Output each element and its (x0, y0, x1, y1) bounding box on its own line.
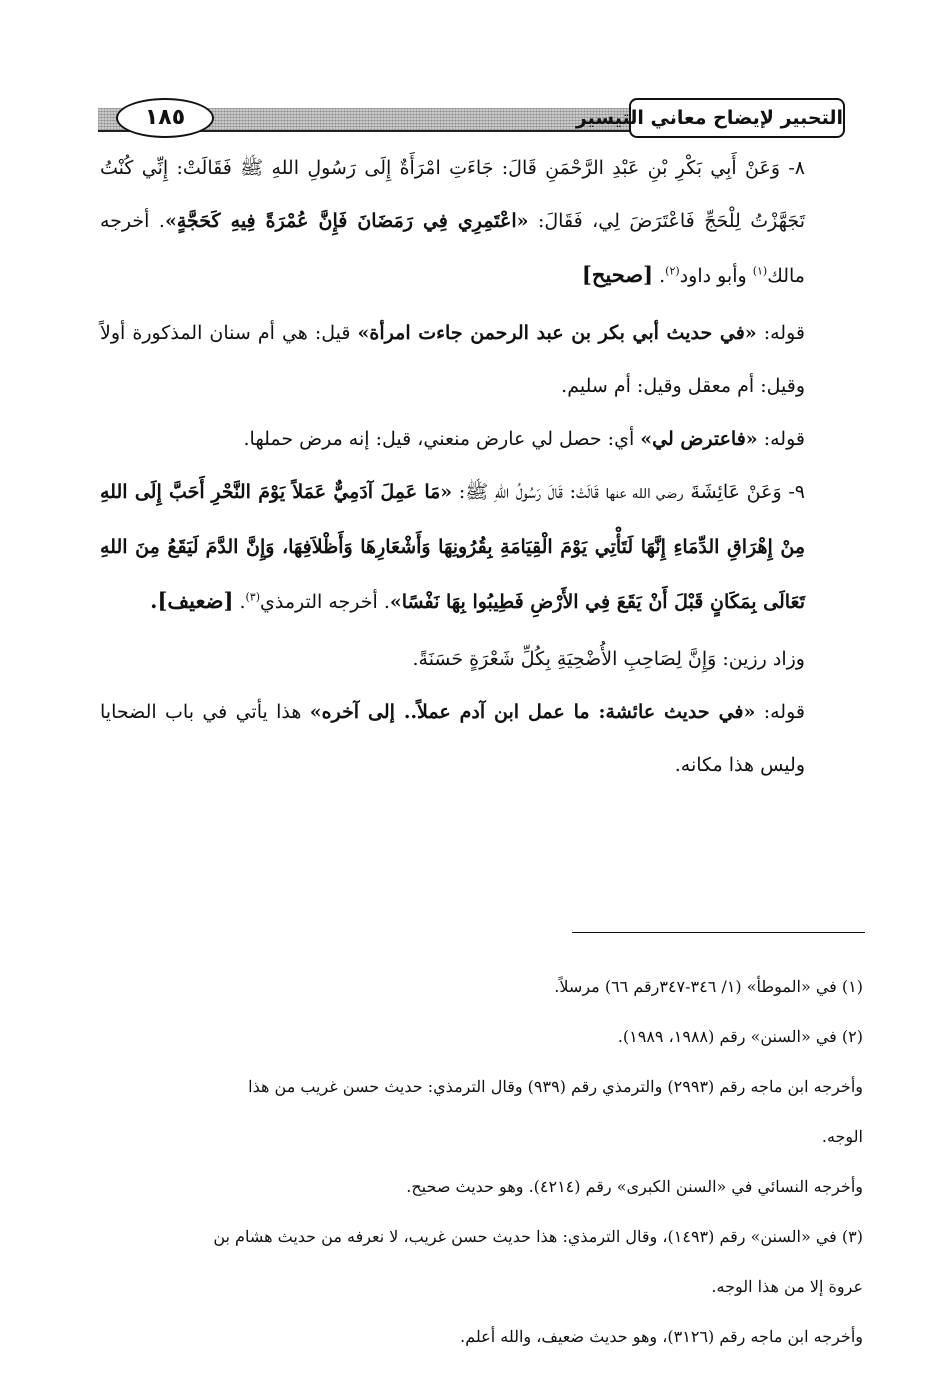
hadith-9-attribution: قَالَتْ: قَالَ رَسُولُ اللهِ ﷺ: (452, 481, 606, 503)
commentary-9-quote: «في حديث عائشة: ما عمل ابن آدم عملاً.. إلى آخره» (309, 701, 756, 723)
commentary-8a-line-2: أولاً وقيل: أم معقل وقيل: أم سليم. (100, 322, 805, 397)
hadith-8-prophetic-quote: «اعْتَمِرِي فِي رَمَضَانَ فَإِنَّ عُمْرَةً فِيهِ كَحَجَّةٍ» (164, 210, 529, 232)
footnote-separator (572, 932, 865, 933)
commentary-8b-lead: قوله: (757, 428, 805, 450)
hadith-8-takhrij-end: . (653, 265, 666, 287)
running-header (98, 96, 845, 140)
hadith-8-line-2-end: . أخرجه (100, 210, 165, 232)
hadith-9 (100, 466, 845, 629)
commentary-9 (100, 686, 845, 792)
footnote-ref-3: (٣) (245, 590, 260, 604)
hadith-8-takhrij-malik: مالك (767, 265, 805, 287)
footnote-3-cont: عروة إلا من هذا الوجه. (711, 1277, 863, 1296)
hadith-9-quote-part-2: أَحَبَّ إِلَى اللهِ مِنْ إِهْرَاقِ الدِّمَاءِ إِنَّهَا لَتَأْتِي يَوْمَ الْقِيَامَةِ بِقُرُونِهَا وَأَشْعَارِهَا وَأَظْلاَفِهَا، وَإِنَّ الدَّمَ (100, 481, 805, 558)
footnote-3: (٣) في «السنن» رقم (١٤٩٣)، وقال الترمذي: هذا حديث حسن غريب، لا نعرفه من حديث هشام بن (213, 1227, 863, 1246)
footnote-2-note-b: وأخرجه النسائي في «السنن الكبرى» رقم (٤٢١٤). وهو حديث صحيح. (406, 1177, 863, 1196)
commentary-8b-quote: «فاعترض لي» (640, 428, 758, 450)
hadith-8-line-2-start: تَجَهَّزْتُ لِلْحَجِّ فَاعْتَرَضَ لِي، فَقَالَ: (528, 210, 805, 232)
hadith-8-takhrij-abudawud: وأبو داود (679, 265, 753, 287)
hadith-8-grade: [صحيح] (581, 262, 654, 287)
hadith-9-quote-part-3: لَيَقَعُ مِنَ اللهِ تَعَالَى بِمَكَانٍ قَبْلَ أَنْ يَقَعَ فِي الأَرْضِ فَطِيبُوا بِهَا نَفْسًا» (100, 536, 805, 613)
commentary-9-lead: قوله: (755, 701, 805, 723)
razin-lead: وزاد رزين: (716, 648, 805, 670)
page-number: ١٨٥ (116, 98, 214, 138)
honorific-glyph: رضي الله عنها (605, 487, 684, 502)
hadith-9-grade: [ضعيف]. (150, 588, 234, 613)
hadith-8-line-1: ٨- وَعَنْ أَبِي بَكْرِ بْنِ عَبْدِ الرَّحْمَنِ قَالَ: جَاءَتِ امْرَأَةٌ إِلَى رَسُولِ اللهِ ﷺ فَقَالَتْ: إِنِّي كُنْتُ (100, 157, 805, 179)
commentary-9-line-2: وليس هذا مكانه. (674, 754, 805, 776)
hadith-9-takhrij: . أخرجه الترمذي (260, 591, 390, 613)
hadith-9-narrator: ٩- وَعَنْ عَائِشَةَ (683, 481, 805, 503)
commentary-8a-quote: «في حديث أبي بكر بن عبد الرحمن جاءت امرأة» (357, 322, 757, 344)
footnote-ref-2: (٢) (665, 264, 680, 278)
hadith-8 (100, 142, 845, 303)
footnotes (100, 962, 863, 1362)
footnote-2-note-a-cont: الوجه. (821, 1127, 863, 1146)
footnote-3-note: وأخرجه ابن ماجه رقم (٣١٢٦)، وهو حديث ضعيف، والله أعلم. (460, 1327, 863, 1346)
main-text (100, 142, 845, 792)
commentary-8a-text: قيل: هي أم سنان المذكورة (132, 322, 358, 344)
commentary-8b-text: أي: حصل لي عارض منعني، قيل: إنه مرض حملها. (243, 428, 641, 450)
commentary-8a (100, 307, 845, 413)
footnote-2: (٢) في «السنن» رقم (١٩٨٨، ١٩٨٩). (617, 1027, 863, 1046)
footnote-2-note-a: وأخرجه ابن ماجه رقم (٢٩٩٣) والترمذي رقم (٩٣٩) وقال الترمذي: حديث حسن غريب من هذا (248, 1077, 863, 1096)
footnote-1: (١) في «الموطأ» (١/ ٣٤٦-٣٤٧رقم ٦٦) مرسلاً. (554, 977, 863, 996)
book-title: التحبير لإيضاح معاني التيسير (629, 98, 845, 138)
commentary-9-text: هذا يأتي في باب الضحايا (100, 701, 310, 723)
hadith-9-quote-part-1: «مَا عَمِلَ آدَمِيٌّ عَمَلاً يَوْمَ النَّحْرِ (211, 481, 453, 503)
commentary-8a-lead: قوله: (756, 322, 805, 344)
footnote-ref-1: (١) (752, 264, 768, 278)
hadith-9-period: . (239, 591, 246, 613)
commentary-8b (100, 413, 845, 466)
razin-addition (100, 633, 845, 686)
razin-text: وَإِنَّ لِصَاحِبِ الأُضْحِيَةِ بِكُلِّ شَعْرَةٍ حَسَنَةً. (412, 648, 717, 670)
